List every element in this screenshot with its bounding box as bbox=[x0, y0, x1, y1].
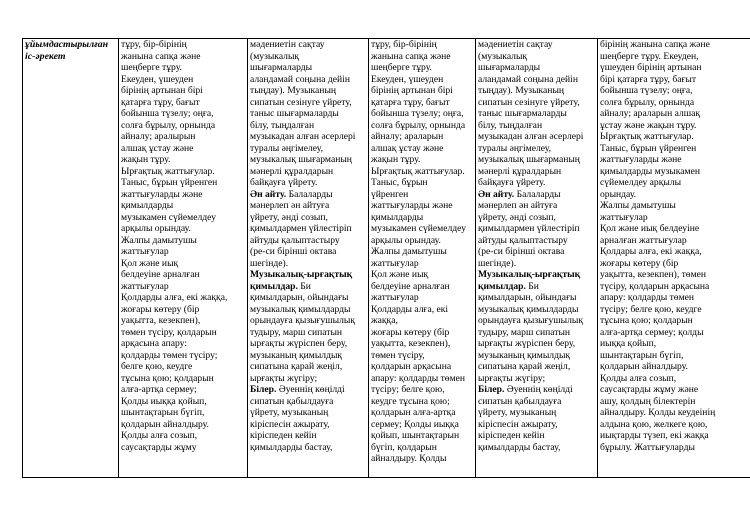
text-line: белдеуіне арналған bbox=[121, 269, 200, 280]
text-line: арқылы орындау. bbox=[121, 223, 191, 234]
text-line: белдеуіне арналған bbox=[371, 280, 450, 292]
text-line: мәнерлі құралдарын bbox=[250, 165, 334, 177]
text-line: жаттығуларды және bbox=[121, 188, 203, 200]
text-line: Білер. Әуеннің көңілді bbox=[478, 384, 573, 395]
text-line: шығармаларды bbox=[250, 62, 313, 73]
text-line: (ре-си бірінші октава bbox=[250, 246, 337, 257]
text-line: тұсына қою; қолдарын bbox=[600, 315, 693, 326]
text-line: үйренген bbox=[371, 188, 409, 200]
text-line: жанына сапқа және bbox=[121, 50, 201, 62]
text-line: сипатын сезінуге үйрету, bbox=[478, 96, 580, 108]
text-line: қолдарын арқасына bbox=[371, 361, 452, 372]
text-line: үйрету, әнді созып, bbox=[250, 211, 328, 223]
text-line: сүйемелдеу арқылы bbox=[600, 177, 682, 188]
text-line: бірінің жанына сапқа және bbox=[600, 39, 710, 50]
text-line: Қол және иық bbox=[121, 257, 179, 269]
text-line: түсіру; белге қою, кеудге bbox=[600, 303, 702, 315]
text-line: музыкамен сүйемелдеу bbox=[371, 223, 467, 234]
text-line: мәдениетін сақтау bbox=[478, 39, 553, 50]
text-line: апару: қолдарды төмен bbox=[371, 372, 466, 384]
text-line: тудыру, марш сипатын bbox=[250, 326, 343, 338]
text-line: Таныс, бұрын үйренген bbox=[600, 142, 697, 154]
text-line: алшақ ұстау және bbox=[121, 142, 194, 154]
text-line: Ырғақтық жаттығулар. bbox=[600, 131, 694, 142]
text-line: музыкамен сүйемелдеу bbox=[121, 211, 217, 223]
text-line: бойынша түзелу; оңға, bbox=[600, 85, 693, 96]
text-line: үйрету, әнді созып, bbox=[478, 211, 556, 223]
text-line: айналу; араларын bbox=[371, 131, 444, 142]
text-line: байқауға үйрету. bbox=[478, 177, 546, 188]
text-line: төмен түсіру, bbox=[371, 349, 425, 361]
text-line: сипатын қабылдауға bbox=[250, 395, 334, 407]
text-line: мәдениетін сақтау bbox=[250, 39, 325, 50]
text-line: Жалпы дамытушы bbox=[121, 234, 197, 246]
text-line: тұсына қою; қолдарын bbox=[121, 372, 214, 384]
text-line: туралы әңгімелеу, bbox=[478, 142, 551, 154]
text-line: Қол және иық bbox=[371, 269, 429, 280]
text-line: Таныс, бұрын үйренген bbox=[121, 177, 218, 188]
text-line: жақын тұру. bbox=[121, 154, 171, 165]
text-line: сермеу; Қолды иыққа bbox=[371, 418, 459, 430]
text-line: Ырғақтық жаттығулар. bbox=[121, 165, 215, 177]
text-line: үйрету, музыканың bbox=[250, 407, 329, 418]
text-line: (музыкалық bbox=[250, 50, 300, 62]
text-line: шеңберге тұру. bbox=[371, 62, 432, 73]
text-line: Қол және иық белдеуіне bbox=[600, 223, 700, 234]
text-line: арналған жаттығулар bbox=[600, 234, 687, 246]
text-line: қимылдарды bbox=[371, 211, 424, 223]
text-line: айналу; араларын алшақ bbox=[600, 108, 701, 119]
text-line: арқылы орындау. bbox=[371, 234, 441, 246]
text-line: бойынша түзелу; оңға, bbox=[371, 108, 464, 119]
text-line: сипатын қабылдауға bbox=[478, 395, 562, 407]
text-line: шеңберге тұру. Екеуден, bbox=[600, 50, 699, 62]
text-line: бірінің артынан бірі bbox=[371, 85, 453, 96]
text-line: солға бұрылу, орнында bbox=[600, 96, 695, 108]
text-line: қимылдарды музыкамен bbox=[600, 165, 700, 177]
text-line: қимылдарын, ойындағы bbox=[478, 292, 577, 303]
text-line: бойынша түзелу; оңға, bbox=[121, 108, 214, 119]
text-line: қимылдарын, ойындағы bbox=[250, 292, 349, 303]
text-line: арқасына апару: bbox=[121, 338, 187, 349]
text-line: қатарға тұру, бағыт bbox=[121, 96, 200, 108]
text-line: ырғақты жүріспен беру, bbox=[250, 338, 348, 349]
text-line: білу, тыңдалған bbox=[250, 119, 315, 131]
text-line: алға-артқа сермеу; bbox=[121, 384, 197, 395]
text-line: жоғары көтеру (бір bbox=[371, 326, 450, 338]
text-line: түсіру, қолдарын арқасына bbox=[600, 280, 710, 292]
text-line: Қолдарды алға, екі жаққа, bbox=[371, 303, 449, 326]
text-line: туралы әңгімелеу, bbox=[250, 142, 323, 154]
text-line: уақытта, кезекпен), bbox=[371, 338, 451, 349]
text-line: белге қою, кеудге bbox=[121, 361, 193, 372]
column-cell-4 bbox=[476, 39, 598, 478]
text-line: Ән айту. Балаларды bbox=[478, 188, 561, 200]
text-line: аландамай соңына дейін bbox=[250, 73, 350, 85]
lesson-plan-table bbox=[22, 38, 750, 478]
text-line: музыкалық қимылдарды bbox=[250, 303, 351, 315]
text-line: бүгіп, қолдарын bbox=[371, 441, 437, 453]
text-line: таныс шығармаларды bbox=[250, 108, 339, 119]
text-line: уақытта, кезекпен), төмен bbox=[600, 269, 707, 280]
text-line: жоғары көтеру (бір bbox=[600, 257, 679, 269]
text-line: уақытта, кезекпен), bbox=[121, 315, 201, 326]
text-line: кіріспеден кейін bbox=[250, 430, 317, 441]
column-cell-3 bbox=[369, 39, 476, 478]
text-line: Ән айту. Балаларды bbox=[250, 188, 333, 200]
text-line: (ре-си бірінші октава bbox=[478, 246, 565, 257]
text-line: қатарға тұру, бағыт bbox=[371, 96, 450, 108]
text-line: ұстау және жақын тұру. bbox=[600, 119, 697, 131]
text-line: жақын тұру. bbox=[371, 154, 421, 165]
text-line: сипатына қарай жеңіл, bbox=[478, 361, 571, 372]
text-line: төмен түсіру, қолдарын bbox=[121, 326, 217, 338]
text-line: ырғақты жүгіру; bbox=[250, 372, 318, 384]
text-line: Жалпы дамытушы bbox=[600, 200, 676, 211]
text-line: мәнерлеп ән айтуға bbox=[478, 200, 558, 211]
text-line: саусақтарды жұму және bbox=[600, 384, 699, 395]
text-line: мәнерлі құралдарын bbox=[478, 165, 562, 177]
text-line: апару: қолдарды төмен bbox=[600, 292, 695, 303]
text-line: қимылдарды бастау, bbox=[250, 441, 333, 453]
text-line: жаттығулар bbox=[121, 246, 169, 257]
text-line: иықтарды түзеп, екі жаққа bbox=[600, 430, 709, 441]
text-line: мәнерлеп ән айтуға bbox=[250, 200, 330, 211]
text-line: қимылдармен үйлестіріп bbox=[478, 223, 580, 234]
text-line: музыкадан алған әсерлері bbox=[250, 131, 356, 142]
text-line: үшеуден бірінің артынан bbox=[600, 62, 702, 73]
text-line: саусақтарды жұму bbox=[121, 441, 197, 453]
text-line: Екеуден, үшеуден bbox=[371, 73, 444, 85]
text-line: таныс шығармаларды bbox=[478, 108, 567, 119]
text-line: жаттығулар bbox=[600, 211, 648, 223]
text-line: кіріспеден кейін bbox=[478, 430, 545, 441]
text-line: бұрылу. Жаттығуларды bbox=[600, 441, 695, 453]
text-line: ырғақты жүріспен беру, bbox=[478, 338, 576, 349]
text-line: кеудге тұсына қою; bbox=[371, 395, 450, 407]
text-line: қолдарын айналдыру. bbox=[121, 418, 209, 430]
text-line: шынтақтарын бүгіп, bbox=[600, 349, 684, 361]
text-line: айтуды қалыптастыру bbox=[250, 234, 340, 246]
text-line: тұру, бір-бірінің bbox=[121, 39, 187, 50]
text-line: Білер. Әуеннің көңілді bbox=[250, 384, 345, 395]
text-line: сипатына қарай жеңіл, bbox=[250, 361, 343, 372]
text-line: орындау. bbox=[600, 188, 637, 200]
text-line: алдына қою, желкеге қою, bbox=[600, 418, 708, 430]
text-line: шегінде). bbox=[478, 257, 517, 269]
text-line: тыңдау). Музыканың bbox=[478, 85, 565, 96]
text-line: айналу; аралырын bbox=[121, 131, 196, 142]
text-line: иыққа қойып, bbox=[600, 338, 657, 349]
text-line: тұру, бір-бірінің bbox=[371, 39, 437, 50]
text-line: тыңдау). Музыканың bbox=[250, 85, 337, 96]
text-line: қимылдар. Би bbox=[478, 280, 539, 292]
text-line: Қолды алға созып, bbox=[121, 430, 198, 441]
text-line: Қолдары алға, екі жаққа, bbox=[600, 246, 702, 257]
text-line: кіріспесін ажырату, bbox=[478, 418, 558, 430]
text-line: музыкалық шығарманың bbox=[250, 154, 352, 165]
text-line: жаттығуларды және bbox=[371, 200, 453, 211]
text-line: бірі қатарға тұру, бағыт bbox=[600, 73, 697, 85]
text-line: Қолдарды алға, екі жаққа, bbox=[121, 292, 228, 303]
text-line: аландамай соңына дейін bbox=[478, 73, 578, 85]
text-line: қолдарын айналдыру. bbox=[600, 361, 688, 372]
text-line: ырғақты жүгіру; bbox=[478, 372, 546, 384]
text-line: түсіру; белге қою, bbox=[371, 384, 445, 395]
text-line: Екеуден, үшеуден bbox=[121, 73, 194, 85]
text-line: алшақ ұстау және bbox=[371, 142, 444, 154]
text-line: алға-артқа сермеу; қолды bbox=[600, 326, 704, 338]
text-line: Музыкалық-ырғақтық bbox=[478, 269, 581, 280]
text-line: шынтақтарын бүгіп, bbox=[121, 407, 205, 418]
text-line: шеңберге тұру. bbox=[121, 62, 182, 73]
text-line: бірінің артынан бірі bbox=[121, 85, 203, 96]
text-line: шегінде). bbox=[250, 257, 289, 269]
text-line: ашу, қолдың білектерін bbox=[600, 395, 696, 407]
text-line: орындауға қызығушылық bbox=[250, 315, 356, 326]
text-line: музыкадан алған әсерлері bbox=[478, 131, 584, 142]
text-line: солға бұрылу, орнында bbox=[121, 119, 216, 131]
text-line: айналдыру. Қолды bbox=[371, 453, 447, 464]
text-line: айналдыру. Қолды кеудеінің bbox=[600, 407, 716, 418]
text-line: жоғары көтеру (бір bbox=[121, 303, 200, 315]
text-line: қимылдарды бастау, bbox=[478, 441, 561, 453]
text-line: жанына сапқа және bbox=[371, 50, 451, 62]
text-line: музыкалық шығарманың bbox=[478, 154, 580, 165]
text-line: кіріспесін ажырату, bbox=[250, 418, 330, 430]
text-line: (музыкалық bbox=[478, 50, 528, 62]
text-line: тудыру, марш сипатын bbox=[478, 326, 571, 338]
text-line: жаттығулар bbox=[371, 257, 419, 269]
text-line: қойып, шынтақтарын bbox=[371, 430, 460, 441]
column-cell-2 bbox=[248, 39, 369, 478]
text-line: сипатын сезінуге үйрету, bbox=[250, 96, 352, 108]
text-line: қимылдарды bbox=[121, 200, 174, 211]
text-line: Музыкалық-ырғақтық bbox=[250, 269, 353, 280]
row-label-cell bbox=[23, 39, 119, 478]
text-line: қолдарды төмен түсіру; bbox=[121, 349, 218, 361]
text-line: білу, тыңдалған bbox=[478, 119, 543, 131]
text-line: Жалпы дамытушы bbox=[371, 246, 447, 257]
text-line: қимылдармен үйлестіріп bbox=[250, 223, 352, 234]
text-line: айтуды қалыптастыру bbox=[478, 234, 568, 246]
text-line: Қолды алға созып, bbox=[600, 372, 677, 384]
row-label: ұйымдастырылған іс-әрекет bbox=[25, 39, 109, 62]
text-line: қолдарын алға-артқа bbox=[371, 407, 456, 418]
text-line: музыканың қимылдық bbox=[250, 349, 343, 361]
text-line: Ырғақтық жаттығулар. bbox=[371, 165, 465, 177]
column-cell-5 bbox=[598, 39, 750, 478]
text-line: солға бұрылу, орнында bbox=[371, 119, 466, 131]
text-line: үйрету, музыканың bbox=[478, 407, 557, 418]
text-line: орындауға қызығушылық bbox=[478, 315, 584, 326]
text-line: музыкалық қимылдарды bbox=[478, 303, 579, 315]
text-line: жаттығулар bbox=[371, 292, 419, 303]
column-cell-1 bbox=[119, 39, 248, 478]
table-row bbox=[23, 39, 750, 478]
text-line: Қолды иыққа қойып, bbox=[121, 395, 207, 407]
text-line: музыканың қимылдық bbox=[478, 349, 571, 361]
text-line: шығармаларды bbox=[478, 62, 541, 73]
text-line: жаттығуларды және bbox=[600, 154, 682, 165]
text-line: жаттығулар bbox=[121, 280, 169, 292]
text-line: Таныс, бұрын bbox=[371, 177, 428, 188]
text-line: қимылдар. Би bbox=[250, 280, 311, 292]
text-line: байқауға үйрету. bbox=[250, 177, 318, 188]
